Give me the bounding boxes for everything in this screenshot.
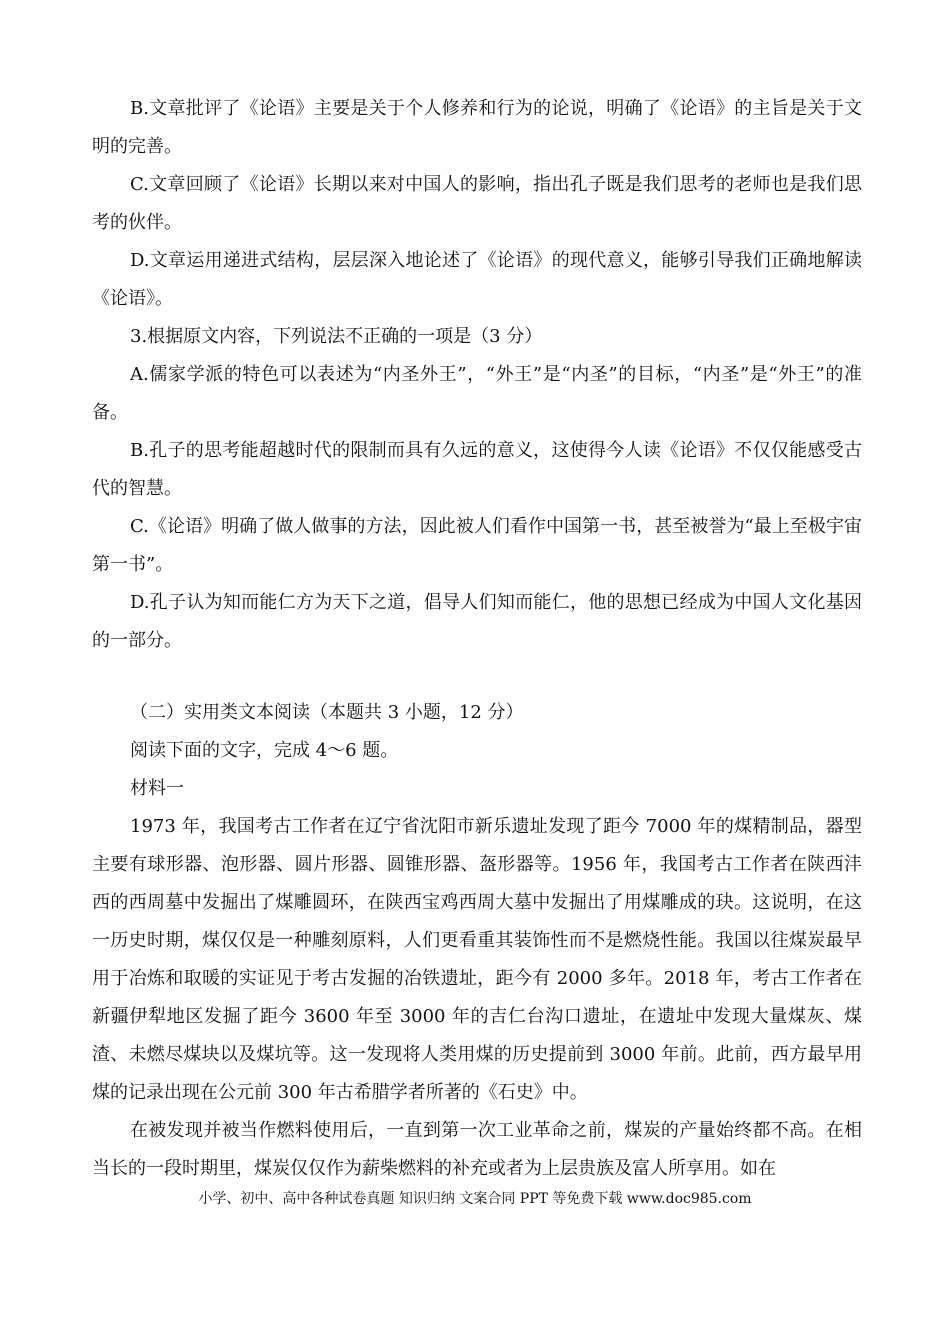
- question-3-option-b: B.孔子的思考能超越时代的限制而具有久远的意义，这使得今人读《论语》不仅仅能感受古代的智慧。: [92, 440, 862, 499]
- document-body: [92, 90, 862, 1188]
- page-footer: 小学、初中、高中各种试卷真题 知识归纳 文案合同 PPT 等免费下载 www.doc985.com: [198, 1191, 752, 1207]
- question-3: 3.根据原文内容，下列说法不正确的一项是（3 分）: [130, 326, 543, 347]
- material-paragraph-1: 1973 年，我国考古工作者在辽宁省沈阳市新乐遗址发现了距今 7000 年的煤精制品，器型主要有球形器、泡形器、圆片形器、圆锥形器、盔形器等。1956 年，我国考古工作者在陕西沣西的西周墓中发掘出了煤雕圆环，在陕西宝鸡西周大墓中发掘出了用煤雕成的玦。这说明，在这一历史时期，煤仅仅是一种雕刻原料，人们更看重其装饰性而不是燃烧性能。我国以往煤炭最早用于冶炼和取暖的实证见于考古发掘的冶铁遗址，距今有 2000 多年。2018 年，考古工作者在新疆伊犁地区发掘了距今 3600 年至 3000 年的吉仁台沟口遗址，在遗址中发现大量煤灰、煤渣、未燃尽煤块以及煤坑等。这一发现将人类用煤的历史提前到 3000 年前。此前，西方最早用煤的记录出现在公元前 300 年古希腊学者所著的《石史》中。: [92, 816, 862, 1103]
- material-label: 材料一: [130, 778, 184, 799]
- option-b-summary: B.文章批评了《论语》主要是关于个人修养和行为的论说，明确了《论语》的主旨是关于文明的完善。: [92, 98, 862, 157]
- section-heading: （二）实用类文本阅读（本题共 3 小题，12 分）: [130, 702, 524, 723]
- section-gap: [92, 660, 862, 694]
- option-d-summary: D.文章运用递进式结构，层层深入地论述了《论语》的现代意义，能够引导我们正确地解读《论语》。: [92, 250, 862, 309]
- question-3-option-c: C.《论语》明确了做人做事的方法，因此被人们看作中国第一书，甚至被誉为“最上至极宇宙第一书”。: [92, 516, 862, 575]
- option-c-summary: C.文章回顾了《论语》长期以来对中国人的影响，指出孔子既是我们思考的老师也是我们思考的伙伴。: [92, 174, 862, 233]
- reading-instruction: 阅读下面的文字，完成 4～6 题。: [130, 740, 399, 761]
- question-3-option-d: D.孔子认为知而能仁方为天下之道，倡导人们知而能仁，他的思想已经成为中国人文化基因的一部分。: [92, 592, 862, 651]
- material-paragraph-2: 在被发现并被当作燃料使用后，一直到第一次工业革命之前，煤炭的产量始终都不高。在相当长的一段时期里，煤炭仅仅作为薪柴燃料的补充或者为上层贵族及富人所享用。如在: [92, 1120, 862, 1179]
- question-3-option-a: A.儒家学派的特色可以表述为“内圣外王”，“外王”是“内圣”的目标，“内圣”是“外王”的准备。: [92, 364, 862, 423]
